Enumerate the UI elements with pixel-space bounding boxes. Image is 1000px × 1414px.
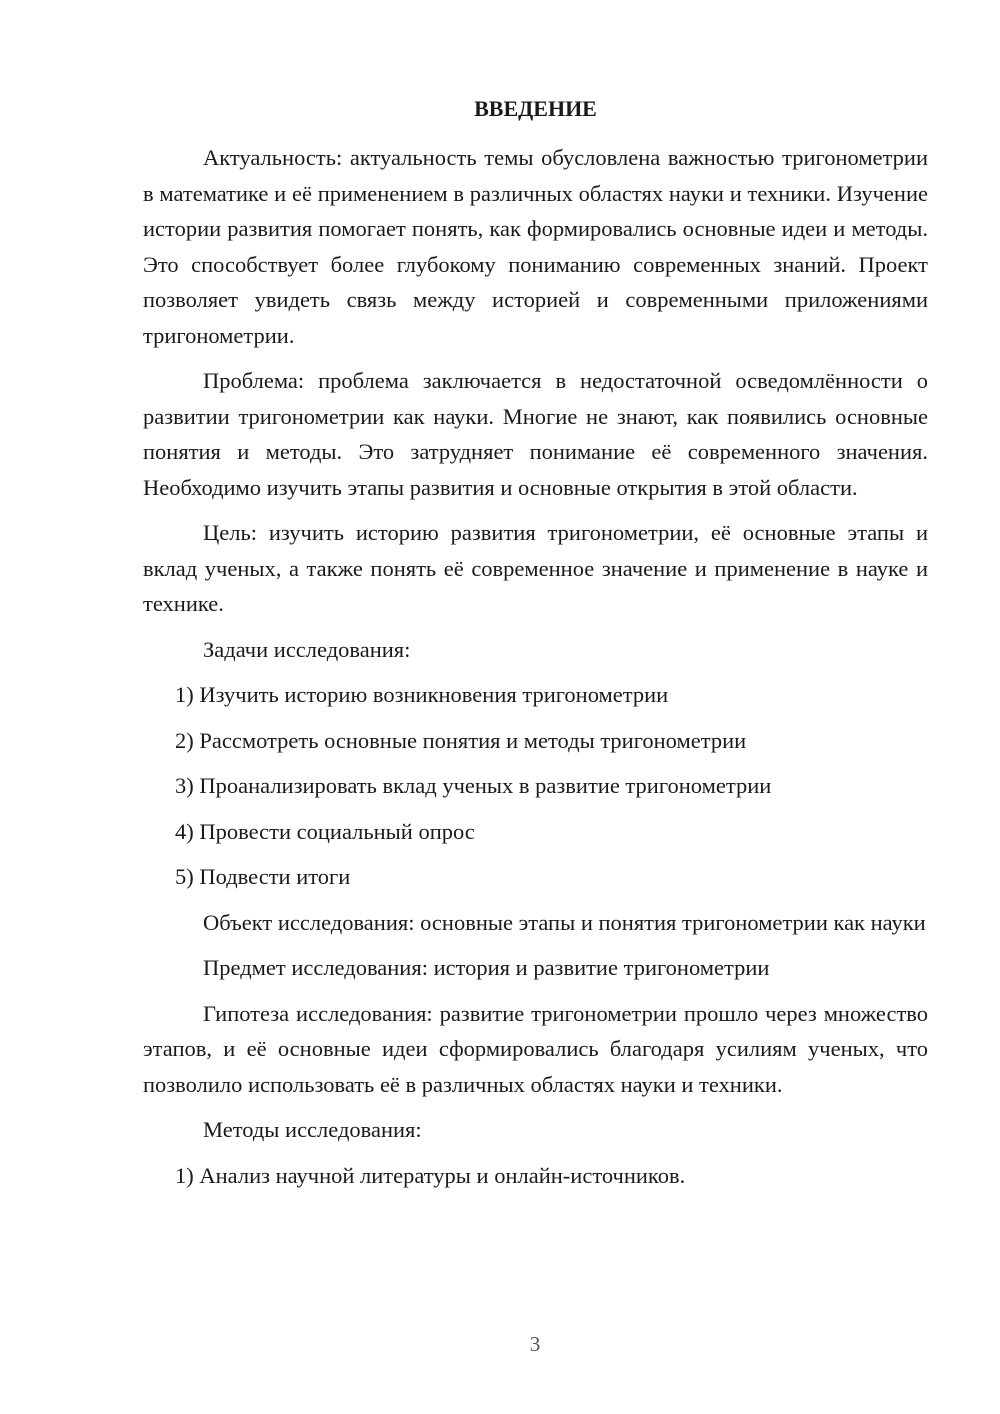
page-content: [143, 94, 928, 1203]
relevance-paragraph: Актуальность: актуальность темы обусловлена важностью тригонометрии в математике и её применением в различных областях науки и техники. Изучение истории развития помогает понять, как формировались основные идеи и методы. Это способствует более глубокому пониманию современных знаний. Проект позволяет увидеть связь между историей и современными приложениями тригонометрии.: [143, 145, 928, 348]
page-title: ВВЕДЕНИЕ: [474, 96, 597, 121]
list-item: 5) Подвести итоги: [175, 864, 351, 889]
list-item: 2) Рассмотреть основные понятия и методы тригонометрии: [175, 727, 747, 753]
subject-paragraph: Предмет исследования: история и развитие тригонометрии: [203, 955, 770, 980]
object-paragraph: Объект исследования: основные этапы и понятия тригонометрии как науки: [203, 909, 926, 935]
goal-paragraph: Цель: изучить историю развития тригонометрии, её основные этапы и вклад ученых, а также понять её современное значение и применение в науке и технике.: [143, 520, 928, 616]
list-item: 1) Анализ научной литературы и онлайн-источников.: [175, 1162, 686, 1188]
list-item: 4) Провести социальный опрос: [175, 818, 475, 844]
page-number: 3: [529, 1332, 541, 1356]
list-item: 1) Изучить историю возникновения тригонометрии: [175, 682, 669, 707]
tasks-heading: Задачи исследования:: [203, 636, 411, 662]
tasks-list: [143, 677, 928, 895]
methods-list: [143, 1158, 928, 1194]
hypothesis-paragraph: Гипотеза исследования: развитие тригонометрии прошло через множество этапов, и её основные идеи сформировались благодаря усилиям ученых, что позволило использовать её в различных областях науки и техники.: [143, 1000, 928, 1097]
problem-paragraph: Проблема: проблема заключается в недостаточной осведомлённости о развитии тригонометрии как науки. Многие не знают, как появились основные понятия и методы. Это затрудняет понимание её современного значения. Необходимо изучить этапы развития и основные открытия в этой области.: [143, 368, 928, 500]
methods-heading: Методы исследования:: [203, 1117, 422, 1142]
list-item: 3) Проанализировать вклад ученых в развитие тригонометрии: [175, 773, 772, 798]
